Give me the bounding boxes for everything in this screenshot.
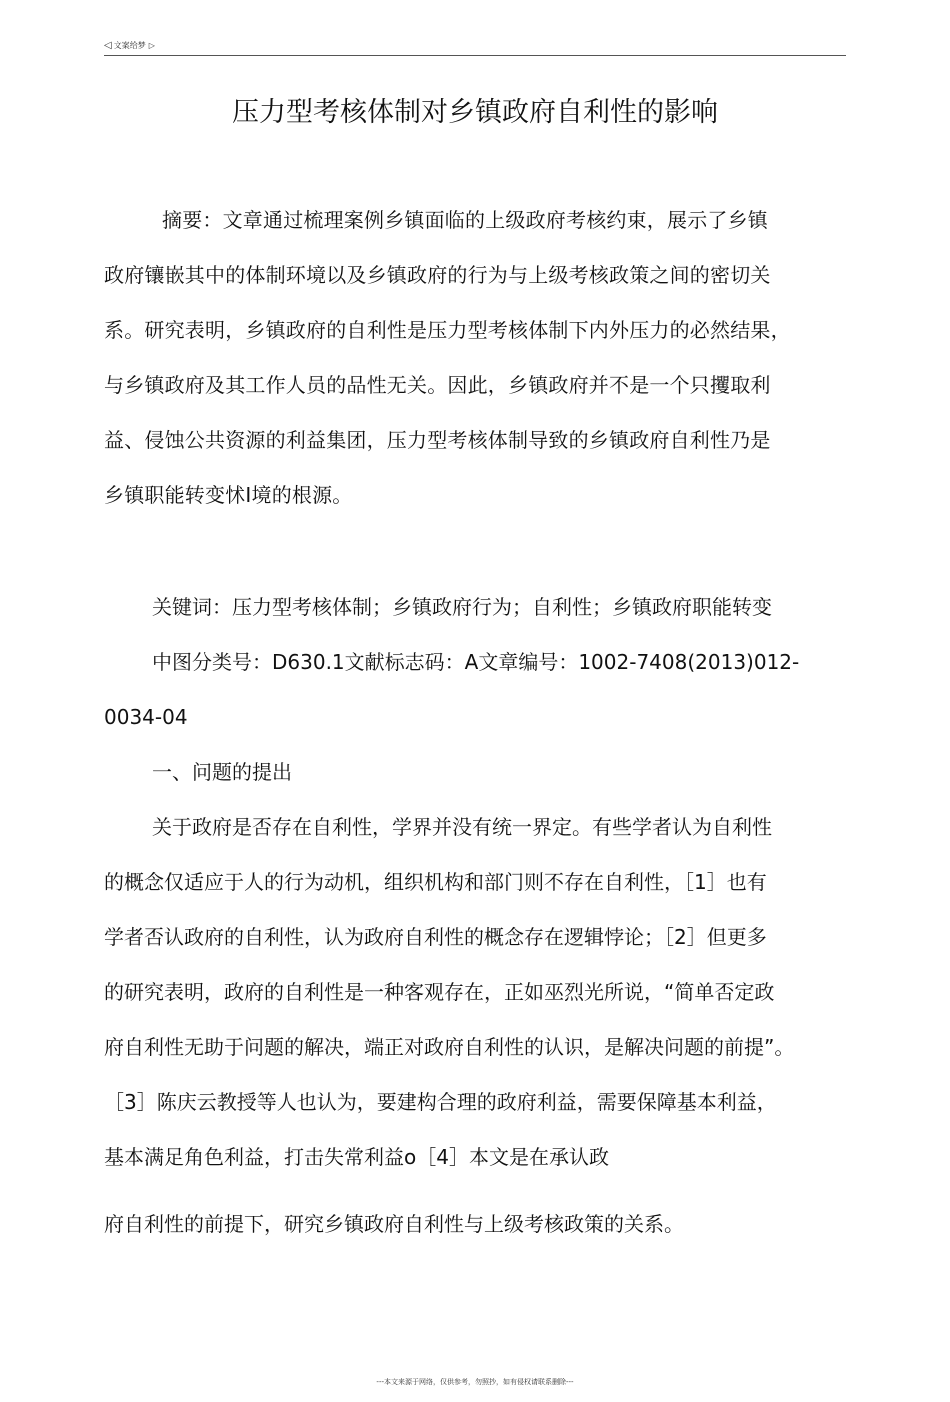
classification-line: 0034-04 bbox=[104, 705, 188, 729]
abstract-line: 系。研究表明，乡镇政府的自利性是压力型考核体制下内外压力的必然结果， bbox=[104, 318, 791, 342]
running-header bbox=[104, 39, 846, 56]
body-line: 府自利性无助于问题的解决，端正对政府自利性的认识，是解决问题的前提”。 bbox=[104, 1035, 795, 1059]
abstract-line: 与乡镇政府及其工作人员的品性无关。因此，乡镇政府并不是一个只攫取利 bbox=[104, 373, 771, 397]
abstract-line: 摘要：文章通过梳理案例乡镇面临的上级政府考核约束，展示了乡镇 bbox=[162, 208, 768, 232]
keywords: 关键词：压力型考核体制；乡镇政府行为；自利性；乡镇政府职能转变 bbox=[152, 595, 772, 619]
left-triangle-icon: ◁ bbox=[104, 40, 112, 51]
body-line: 基本满足角色利益，打击失常利益o［4］本文是在承认政 bbox=[104, 1145, 609, 1169]
body-line: 学者否认政府的自利性，认为政府自利性的概念存在逻辑悖论；［2］但更多 bbox=[104, 925, 767, 949]
page-title: 压力型考核体制对乡镇政府自利性的影响 bbox=[232, 97, 718, 128]
page-footer: ---本文来源于网络，仅供参考，勿照抄，如有侵权请联系删除--- bbox=[376, 1378, 574, 1386]
body-line: 关于政府是否存在自利性，学界并没有统一界定。有些学者认为自利性 bbox=[152, 815, 772, 839]
classification-line: 中图分类号：D630.1文献标志码：A文章编号：1002-7408(2013)012- bbox=[152, 650, 800, 674]
body-line: 的概念仅适应于人的行为动机，组织机构和部门则不存在自利性，［1］也有 bbox=[104, 870, 767, 894]
right-triangle-icon: ▷ bbox=[148, 41, 155, 50]
body-line: ［3］陈庆云教授等人也认为，要建构合理的政府利益，需要保障基本利益， bbox=[104, 1090, 777, 1114]
abstract-line: 益、侵蚀公共资源的利益集团，压力型考核体制导致的乡镇政府自利性乃是 bbox=[104, 428, 771, 452]
body-line: 的研究表明，政府的自利性是一种客观存在，正如巫烈光所说，“简单否定政 bbox=[104, 980, 775, 1004]
abstract-line: 政府镶嵌其中的体制环境以及乡镇政府的行为与上级考核政策之间的密切关 bbox=[104, 263, 771, 287]
abstract-line: 乡镇职能转变怵I境的根源。 bbox=[104, 483, 353, 507]
header-brand: 文案给梦 bbox=[113, 41, 146, 50]
section-heading: 一、问题的提出 bbox=[152, 760, 292, 784]
body-line: 府自利性的前提下，研究乡镇政府自利性与上级考核政策的关系。 bbox=[104, 1212, 684, 1236]
